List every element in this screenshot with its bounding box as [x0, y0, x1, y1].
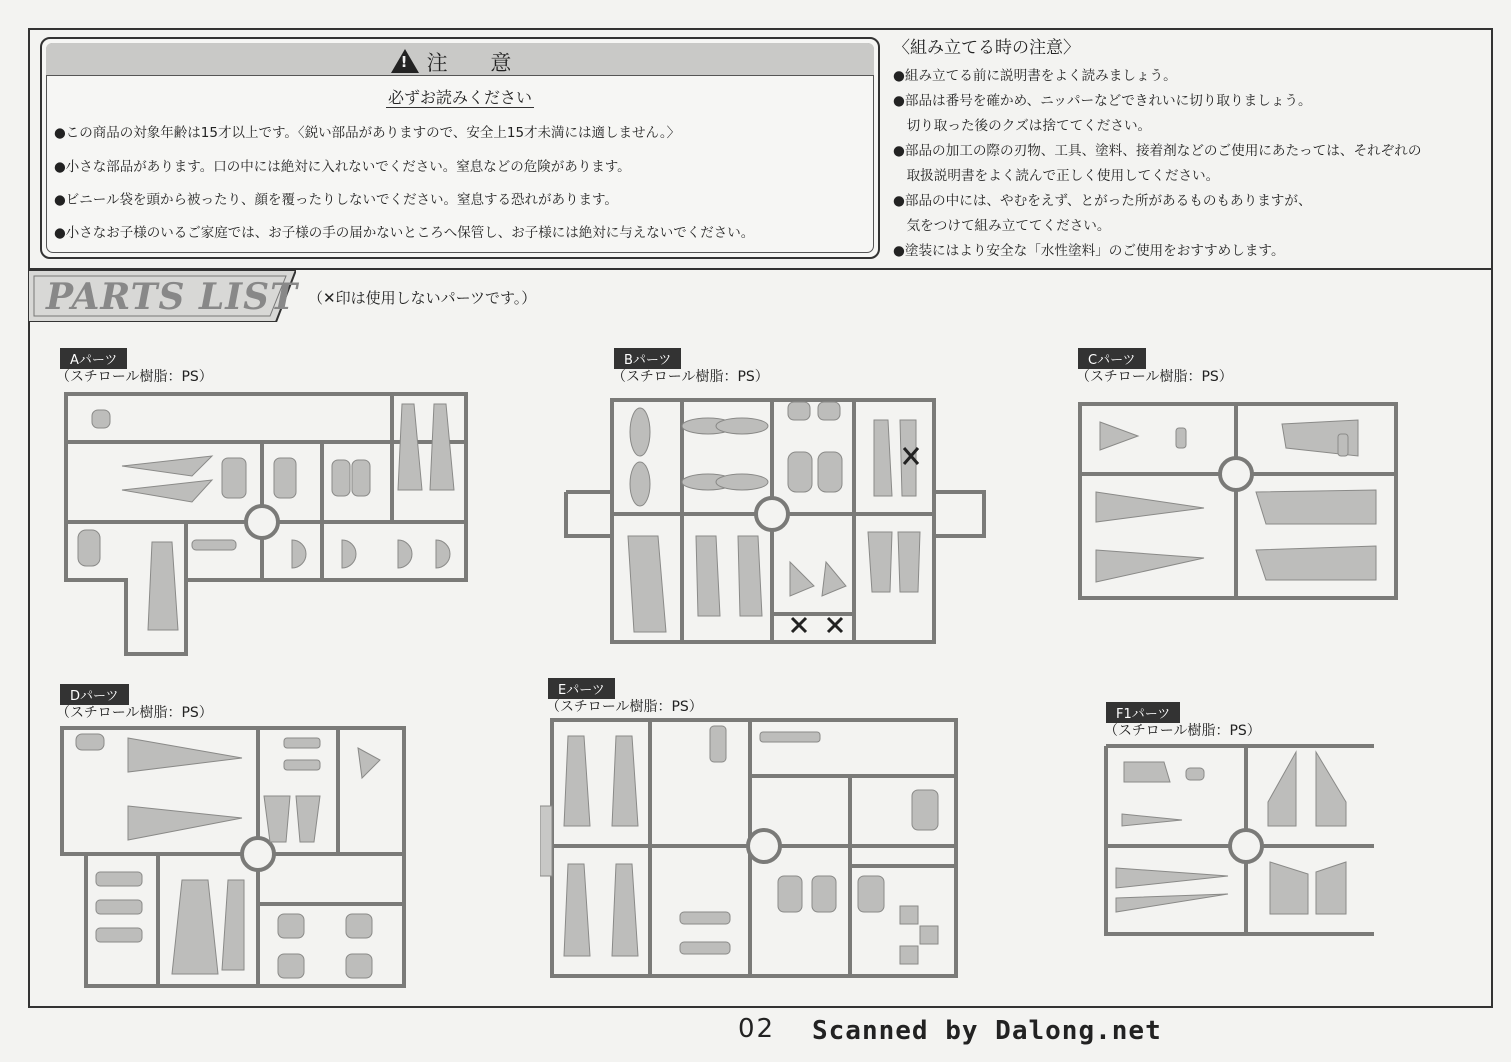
runner-d-diagram — [58, 724, 408, 990]
runner-e-tag: Eパーツ — [548, 678, 615, 699]
assembly-note-line: ●部品は番号を確かめ、ニッパーなどできれいに切り取りましょう。 — [893, 93, 1312, 109]
assembly-notes-title: 〈組み立てる時の注意〉 — [893, 38, 1080, 58]
page-number: 02 — [738, 1014, 776, 1044]
runner-c-material: （スチロール樹脂：PS） — [1076, 369, 1233, 385]
warning-icon — [391, 49, 419, 73]
assembly-note-line: 取扱説明書をよく読んで正しく使用してください。 — [893, 168, 1220, 184]
caution-subtitle — [42, 85, 878, 108]
runner-f1-material: （スチロール樹脂：PS） — [1104, 723, 1261, 739]
runner-a-tag: Aパーツ — [60, 348, 127, 369]
runner-e-diagram — [540, 716, 960, 980]
caution-item-4: ●小さなお子様のいるご家庭では、お子様の手の届かないところへ保管し、お子様には絶対に与えないでください。 — [54, 225, 755, 241]
assembly-note-line: ●組み立てる前に説明書をよく読みましょう。 — [893, 68, 1177, 84]
assembly-note-line: ●塗装にはより安全な「水性塗料」のご使用をおすすめします。 — [893, 243, 1285, 259]
assembly-note-line: ●部品の加工の際の刃物、工具、塗料、接着剤などのご使用にあたっては、それぞれの — [893, 143, 1422, 159]
runner-b-diagram — [562, 396, 988, 646]
scan-credit: Scanned by Dalong.net — [812, 1016, 1162, 1046]
caution-title — [42, 47, 878, 77]
assembly-note-line: 気をつけて組み立ててください。 — [893, 218, 1111, 234]
assembly-notes — [893, 36, 1489, 264]
runner-d-material: （スチロール樹脂：PS） — [56, 705, 213, 721]
runner-d-tag: Dパーツ — [60, 684, 129, 705]
runner-e-material: （スチロール樹脂：PS） — [546, 699, 703, 715]
assembly-note-line: 切り取った後のクズは捨ててください。 — [893, 118, 1152, 134]
caution-item-2: ●小さな部品があります。口の中には絶対に入れないでください。窒息などの危険があります。 — [54, 159, 631, 175]
parts-list-note: （✕印は使用しないパーツです。） — [308, 289, 537, 307]
caution-item-3: ●ビニール袋を頭から被ったり、顔を覆ったりしないでください。窒息する恐れがあります。 — [54, 192, 618, 208]
assembly-note-line: ●部品の中には、やむをえず、とがった所があるものもありますが、 — [893, 193, 1312, 209]
parts-list-heading: PARTS LIST — [46, 276, 298, 318]
runner-b-tag: Bパーツ — [614, 348, 681, 369]
runner-c-tag: Cパーツ — [1078, 348, 1146, 369]
caution-box — [40, 37, 880, 259]
runner-c-diagram — [1076, 400, 1400, 602]
caution-item-1: ●この商品の対象年齢は15才以上です。〈鋭い部品がありますので、安全上15才未満には適しません。〉 — [54, 125, 681, 141]
runner-f1-tag: F1パーツ — [1106, 702, 1180, 723]
runner-f1-diagram — [1102, 742, 1378, 938]
runner-a-material: （スチロール樹脂：PS） — [56, 369, 213, 385]
runner-a-diagram — [62, 390, 470, 658]
caution-title-text: 注 意 — [426, 51, 530, 75]
caution-subtitle-text: 必ずお読みください — [387, 88, 532, 107]
runner-b-material: （スチロール樹脂：PS） — [612, 369, 769, 385]
